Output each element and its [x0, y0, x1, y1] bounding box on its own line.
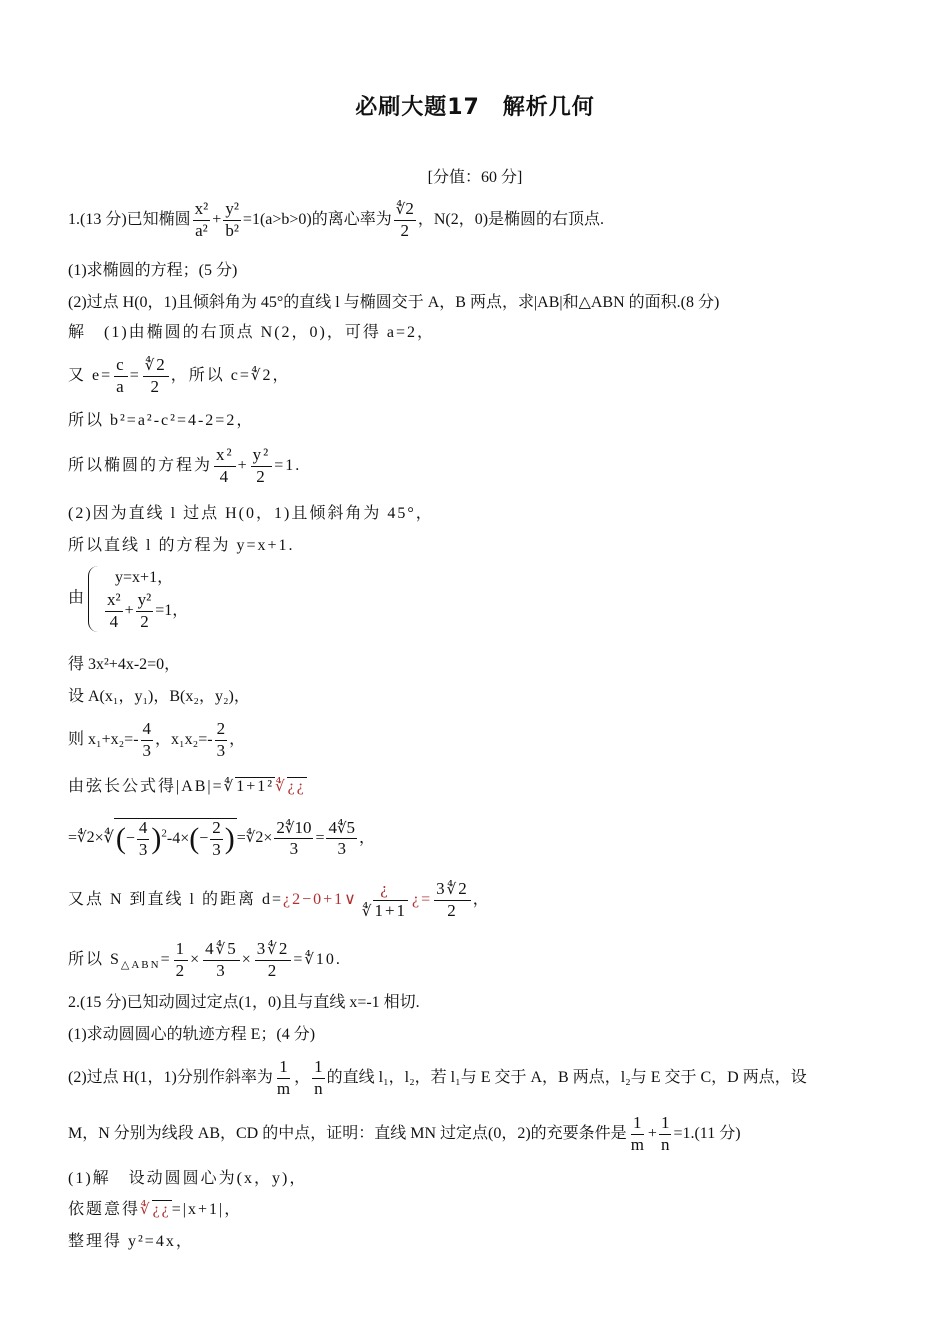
radicand: 1+1² — [236, 778, 275, 795]
text: =|x+1|， — [171, 1201, 243, 1218]
denominator: b² — [225, 220, 239, 240]
radical-sign: ∜ — [446, 882, 459, 898]
solution-line: 所以直线 l 的方程为 y=x+1. — [68, 537, 295, 554]
radical-sign: ∜ — [361, 903, 374, 920]
denominator: 4 — [109, 611, 119, 631]
coefficient: 4 — [328, 817, 337, 837]
radical — [304, 951, 336, 968]
equation-system — [68, 566, 188, 632]
text: =1. — [274, 456, 302, 474]
fraction — [143, 356, 169, 396]
radicand: 2 — [156, 355, 167, 374]
text: 又点 N 到直线 l 的距离 d= — [68, 890, 284, 908]
radical-sign: ∜ — [304, 951, 316, 968]
fraction — [251, 446, 273, 486]
fraction — [210, 819, 223, 859]
subscript: △ABN — [120, 959, 161, 972]
radical-sign: ∜ — [77, 830, 87, 847]
radical-sign: ∜ — [275, 779, 287, 795]
text: 则 x₁+x₂=- — [68, 730, 139, 748]
fraction — [223, 200, 241, 240]
radicand: 2 — [262, 366, 273, 384]
radicand: 2 — [86, 829, 95, 847]
text: = — [68, 829, 78, 847]
text: ，x₁x₂=- — [155, 730, 213, 748]
problem-2-question-1: (1)求动圆圆心的轨迹方程 E；(4 分) — [68, 1026, 316, 1043]
numerator: x² — [193, 200, 211, 221]
numerator: y² — [223, 200, 241, 221]
numerator: y² — [251, 446, 273, 467]
radicand: 2 — [278, 939, 290, 958]
text: + — [212, 210, 222, 228]
denominator: 3 — [337, 839, 346, 859]
denominator: 2 — [256, 466, 267, 486]
solution-line — [68, 446, 301, 486]
radical-sign: ∜ — [336, 820, 347, 837]
fraction — [114, 356, 128, 396]
text: = — [315, 829, 325, 847]
fraction — [136, 591, 154, 631]
problem-2-statement: 2.(15 分)已知动圆过定点(1，0)且与直线 x=-1 相切. — [68, 994, 420, 1011]
problem-2-question-2-continued — [68, 1114, 741, 1154]
brace-icon — [88, 566, 99, 632]
fraction — [215, 720, 228, 760]
text: = — [293, 950, 305, 968]
text: (2)过点 H(1，1)分别作斜率为 — [68, 1068, 273, 1086]
radical — [251, 367, 273, 384]
text: ，N(2，0)是椭圆的右顶点. — [417, 210, 605, 228]
solution-line: 设 A(x₁，y₁)，B(x₂，y₂)， — [68, 688, 250, 705]
fraction — [434, 880, 471, 920]
text: + — [237, 456, 249, 474]
fraction — [629, 1114, 646, 1154]
fraction — [203, 940, 240, 980]
denominator: m — [276, 1078, 291, 1098]
solution-line — [68, 1199, 242, 1221]
text: 依题意得 — [68, 1201, 141, 1218]
denominator: 3 — [212, 839, 221, 859]
radical — [396, 199, 414, 218]
text: 所以椭圆的方程为 — [68, 456, 213, 474]
text: − — [199, 829, 209, 847]
radical-sign: ∜ — [103, 829, 114, 847]
numerator: 1 — [277, 1058, 290, 1079]
denominator: 2 — [150, 376, 161, 396]
text: . — [335, 950, 342, 968]
solution-line — [68, 880, 491, 920]
radical — [337, 818, 355, 837]
text: =1.(11 分) — [673, 1124, 741, 1142]
radical — [216, 939, 238, 958]
solution-line: 整理得 y²=4x， — [68, 1233, 194, 1250]
denominator: a — [116, 376, 126, 396]
text: × — [241, 950, 253, 968]
text: = — [160, 950, 172, 968]
radical — [145, 355, 167, 374]
fraction — [312, 1058, 325, 1098]
text: =1， — [155, 601, 189, 619]
denominator: 3 — [138, 839, 148, 859]
solution-line — [68, 720, 245, 760]
solution-line: (1)解 设动圆圆心为(x，y)， — [68, 1170, 308, 1187]
radical-sign: ∜ — [245, 830, 256, 847]
radical — [246, 829, 264, 846]
radical — [77, 829, 95, 846]
score-label: [分值：60 分] — [427, 169, 523, 186]
fraction — [255, 940, 292, 980]
numerator: 4 — [137, 819, 150, 840]
text: × — [190, 950, 202, 968]
text: M，N 分别为线段 AB，CD 的中点，证明：直线 MN 过定点(0，2)的充要条件是 — [68, 1124, 627, 1142]
problem-1-question-1: (1)求椭圆的方程；(5 分) — [68, 262, 238, 279]
fraction — [141, 720, 154, 760]
numerator: ¿ — [378, 880, 392, 901]
radical-sign: ∜ — [284, 820, 295, 837]
text: 的直线 l₁，l₂，若 l₁与 E 交于 A，B 两点，l₂与 E 交于 C，D 两点，设 — [326, 1068, 807, 1086]
solution-line: 得 3x²+4x-2=0， — [68, 656, 181, 673]
garbled-radicand: ¿¿ — [287, 778, 306, 795]
text: + — [647, 1124, 657, 1142]
garbled-expression: ¿= — [412, 890, 433, 908]
numerator: y² — [136, 591, 154, 612]
radicand: 1+1 — [374, 900, 408, 920]
numerator: 1 — [659, 1114, 672, 1135]
radical-sign: ∜ — [223, 779, 236, 795]
text: ， — [359, 829, 376, 847]
radicand: 5 — [346, 817, 356, 837]
garbled-expression: ¿2−0+1∨ — [283, 890, 358, 908]
text: -4× — [166, 829, 190, 847]
coefficient: 2 — [276, 817, 285, 837]
numerator: 2 — [210, 819, 223, 840]
radicand: 2 — [458, 879, 469, 898]
text: 所以 S — [68, 950, 121, 968]
denominator: 4 — [219, 466, 231, 486]
text: 由弦长公式得|AB|= — [68, 778, 224, 795]
radical — [362, 901, 408, 920]
denominator: 2 — [447, 900, 458, 920]
fraction — [274, 819, 313, 859]
numerator: 1 — [631, 1114, 644, 1135]
denominator: 3 — [142, 740, 152, 760]
fraction — [193, 200, 211, 240]
solution-line: 所以 b²=a²-c²=4-2=2， — [68, 412, 255, 429]
radical-sign: ∜ — [140, 1202, 152, 1218]
numerator: x² — [105, 591, 123, 612]
radical — [267, 939, 289, 958]
fraction — [214, 446, 236, 486]
problem-1-question-2: (2)过点 H(0，1)且倾斜角为 45°的直线 l 与椭圆交于 A，B 两点，求|AB|和△ABN 的面积.(8 分) — [68, 294, 720, 311]
radical — [140, 1201, 172, 1218]
radicand: 2 — [405, 199, 414, 218]
radical-sign: ∜ — [144, 358, 157, 374]
solution-line — [68, 940, 342, 980]
garbled-radicand: ¿¿ — [152, 1201, 171, 1218]
radicand: 2 — [255, 829, 264, 847]
radical-sign: ∜ — [215, 942, 228, 958]
denominator: n — [314, 1078, 323, 1098]
radical — [224, 778, 275, 795]
system-brace — [84, 566, 188, 632]
fraction — [326, 819, 357, 859]
denominator: 3 — [289, 839, 299, 859]
numerator: 1 — [312, 1058, 325, 1079]
text: ， — [272, 366, 291, 384]
text: − — [125, 829, 135, 847]
solution-line: 解 (1)由椭圆的右顶点 N(2，0)，可得 a=2， — [68, 324, 435, 341]
text: ，所以 c= — [170, 366, 251, 384]
denominator: a² — [195, 220, 208, 240]
radical — [447, 879, 469, 898]
denominator: m — [630, 1134, 644, 1154]
denominator: 2 — [400, 220, 410, 240]
fraction — [659, 1114, 672, 1154]
radical — [275, 778, 307, 795]
numerator: x² — [214, 446, 236, 467]
text: 1.(13 分)已知椭圆 — [68, 210, 191, 228]
radicand: 10 — [294, 817, 312, 837]
fraction — [174, 940, 189, 980]
radicand: 10 — [315, 950, 336, 968]
denominator: 3 — [216, 960, 227, 980]
text: ， — [294, 1068, 311, 1086]
denominator: n — [660, 1134, 670, 1154]
solution-line: (2)因为直线 l 过点 H(0，1)且倾斜角为 45°， — [68, 505, 434, 522]
system-row — [103, 591, 188, 631]
fraction — [275, 1058, 292, 1098]
fraction — [394, 200, 416, 240]
fraction — [137, 819, 150, 859]
problem-1-statement — [68, 200, 604, 240]
solution-line: 又 e= $\frac{c}{a}$ = $\frac{∜2}{2}$ ，所以 c=∜2， — [68, 355, 291, 396]
denominator: 2 — [175, 960, 187, 980]
radicand-expression: (− $\frac{4}{3}$ )$^2$-4×(− $\frac{2}{3}$ ) — [115, 818, 235, 859]
text: × — [263, 829, 273, 847]
radical-sign: ∜ — [395, 202, 406, 218]
denominator: 2 — [140, 611, 149, 631]
text: ， — [472, 890, 491, 908]
numerator: 2 — [215, 720, 228, 741]
coefficient: 4 — [205, 939, 216, 958]
page-title: 必刷大题17 解析几何 — [355, 95, 595, 120]
text: 又 e= — [68, 366, 113, 384]
text: =1(a>b>0)的离心率为 — [242, 210, 392, 228]
system-row: y=x+1， — [115, 568, 174, 586]
coefficient: 3 — [436, 879, 447, 898]
radical-sign: ∜ — [250, 367, 263, 384]
numerator: 1 — [174, 940, 189, 961]
fraction — [105, 591, 123, 631]
radical — [285, 818, 312, 837]
problem-2-question-2 — [68, 1058, 807, 1098]
text: 由 — [68, 589, 85, 607]
numerator: c — [114, 356, 128, 377]
text: = — [236, 829, 246, 847]
denominator: 2 — [267, 960, 279, 980]
fraction — [360, 880, 410, 920]
text: + — [124, 601, 134, 619]
solution-line — [68, 776, 307, 798]
text: × — [94, 829, 104, 847]
numerator: 4 — [141, 720, 154, 741]
text: ， — [229, 730, 246, 748]
radical-sign: ∜ — [267, 942, 279, 958]
radicand: 5 — [227, 939, 238, 958]
coefficient: 3 — [256, 939, 268, 958]
solution-line — [68, 818, 375, 859]
denominator: 3 — [216, 740, 226, 760]
